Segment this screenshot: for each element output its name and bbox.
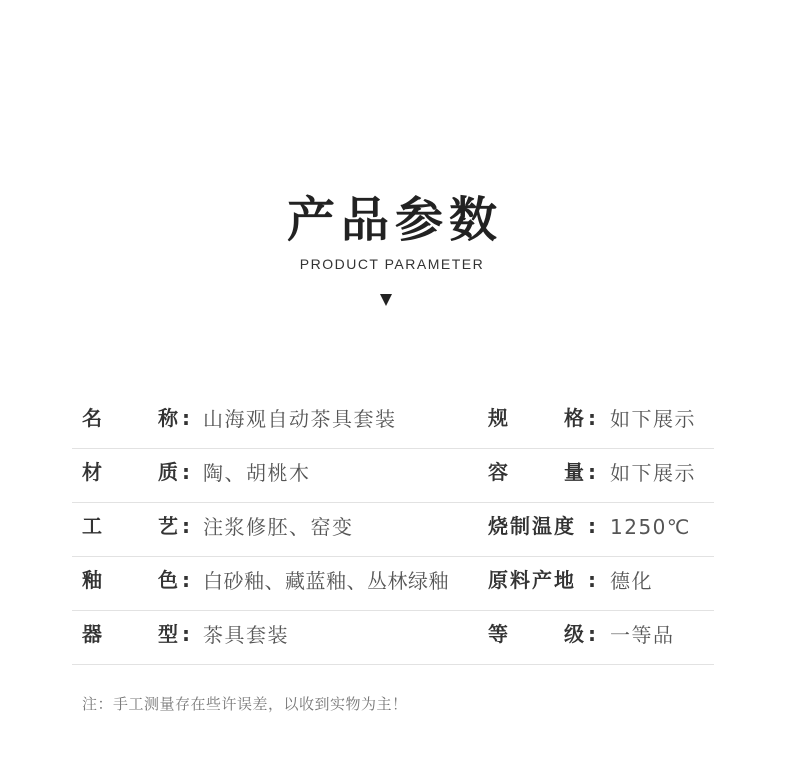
param-label-first-char: 容 (488, 460, 508, 484)
param-label-second-char: 格 (564, 406, 584, 430)
param-colon: : (588, 460, 596, 484)
param-colon: : (588, 622, 596, 646)
param-value: 山海观自动茶具套装 (203, 407, 397, 431)
param-label-second-char: 型 (158, 622, 178, 646)
param-value: 如下展示 (610, 461, 696, 485)
param-colon: : (182, 568, 190, 592)
down-triangle-icon (379, 293, 393, 307)
param-colon: : (182, 622, 190, 646)
param-value: 一等品 (610, 623, 675, 647)
param-label-second-char: 量 (564, 460, 584, 484)
param-label-first-char: 名 (82, 406, 102, 430)
param-label-second-char: 质 (158, 460, 178, 484)
page-title: 产品参数 (286, 192, 503, 248)
param-row (72, 502, 714, 557)
param-label-full: 原料产地 (488, 568, 576, 592)
param-row (72, 610, 714, 665)
param-value: 德化 (610, 569, 653, 593)
param-label-first-char: 规 (488, 406, 508, 430)
param-row (72, 556, 714, 611)
param-label-second-char: 色 (158, 568, 178, 592)
param-row (72, 448, 714, 503)
param-label-second-char: 级 (564, 622, 584, 646)
param-label-first-char: 釉 (82, 568, 102, 592)
param-value: 1250℃ (610, 515, 691, 539)
param-colon: : (588, 568, 596, 592)
param-value: 如下展示 (610, 407, 696, 431)
param-colon: : (588, 514, 596, 538)
param-colon: : (182, 406, 190, 430)
page-subtitle: PRODUCT PARAMETER (299, 256, 485, 272)
param-label-full: 烧制温度 (488, 514, 576, 538)
param-row (72, 394, 714, 449)
param-colon: : (182, 514, 190, 538)
param-value: 注浆修胚、窑变 (203, 515, 354, 539)
param-value: 白砂釉、藏蓝釉、丛林绿釉 (203, 569, 449, 593)
param-value: 茶具套装 (203, 623, 289, 647)
param-label-first-char: 器 (82, 622, 102, 646)
param-label-first-char: 材 (82, 460, 102, 484)
param-colon: : (182, 460, 190, 484)
param-label-first-char: 等 (488, 622, 508, 646)
param-label-second-char: 艺 (158, 514, 178, 538)
param-label-second-char: 称 (158, 406, 178, 430)
param-colon: : (588, 406, 596, 430)
measurement-note: 注：手工测量存在些许误差，以收到实物为主！ (82, 695, 408, 713)
param-value: 陶、胡桃木 (203, 461, 311, 485)
param-label-first-char: 工 (82, 514, 102, 538)
